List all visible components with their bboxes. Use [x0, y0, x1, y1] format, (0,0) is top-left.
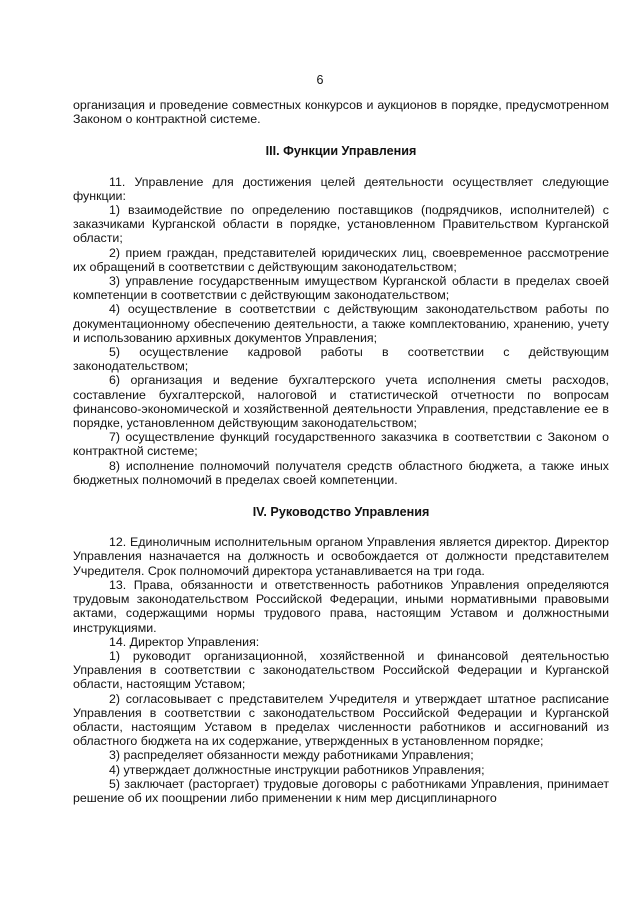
function-item-8: 8) исполнение полномочий получателя средств областного бюджета, а также иных бюджетных полномочий в пределах своей компетенции. — [73, 458, 609, 487]
clause-12: 12. Единоличным исполнительным органом Управления является директор. Директор Управления назначается на должность и освобождается от должности представителем Учредителя. Срок полномочий директора устанавливается на три года. — [73, 535, 609, 578]
clause-14: 14. Директор Управления: — [109, 634, 260, 649]
director-item-4: 4) утверждает должностные инструкции работников Управления; — [109, 762, 485, 777]
director-item-5: 5) заключает (расторгает) трудовые договоры с работниками Управления, принимает решение об их поощрении либо применении к ним мер дисциплинарного — [73, 776, 609, 805]
section-3-title: III. Функции Управления — [265, 144, 417, 159]
function-item-6: 6) организация и ведение бухгалтерского учета исполнения сметы расходов, составление бухгалтерской, налоговой и статистической отчетности по вопросам финансово-экономической и хозяйственной деятельности Управления, представление ее в порядке, установленном действующим законодательством; — [73, 373, 609, 431]
function-item-4: 4) осуществление в соответствии с действующим законодательством работы по документационному обеспечению деятельности, а также комплектованию, хранению, учету и использованию архивных документов Управления; — [73, 302, 609, 345]
page-number: 6 — [316, 73, 324, 87]
clause-11: 11. Управление для достижения целей деятельности осуществляет следующие функции: — [73, 174, 609, 203]
function-item-3: 3) управление государственным имуществом Курганской области в пределах своей компетенции в соответствии с действующим законодательством; — [73, 274, 609, 303]
director-item-1: 1) руководит организационной, хозяйственной и финансовой деятельностью Управления в соответствии с законодательством Российской Федерации и Курганской области, настоящим Уставом; — [73, 648, 609, 692]
document-body — [73, 98, 609, 805]
function-item-7: 7) осуществление функций государственного заказчика в соответствии с Законом о контрактной системе; — [73, 430, 609, 459]
clause-13: 13. Права, обязанности и ответственность работников Управления определяются трудовым законодательством Российской Федерации, иными нормативными правовыми актами, содержащими нормы трудового права, настоящим Уставом и должностными инструкциями. — [73, 577, 609, 635]
function-item-5: 5) осуществление кадровой работы в соответствии с действующим законодательством; — [73, 345, 609, 374]
function-item-1: 1) взаимодействие по определению поставщиков (подрядчиков, исполнителей) с заказчиками Курганской области в порядке, установленном Правительством Курганской области; — [73, 203, 609, 246]
section-4-title: IV. Руководство Управления — [252, 505, 430, 520]
function-item-2: 2) прием граждан, представителей юридических лиц, своевременное рассмотрение их обращений в соответствии с действующим законодательством; — [73, 245, 609, 274]
director-item-2: 2) согласовывает с представителем Учредителя и утверждает штатное расписание Управления в соответствии с законодательством Российской Федерации и Курганской области, настоящим Уставом в пределах численности работников и ассигнований из областного бюджета на их содержание, утвержденных в установленном порядке; — [73, 691, 609, 749]
director-item-3: 3) распределяет обязанности между работниками Управления; — [109, 748, 474, 763]
intro-paragraph: организация и проведение совместных конкурсов и аукционов в порядке, предусмотренном Законом о контрактной системе. — [73, 98, 609, 127]
